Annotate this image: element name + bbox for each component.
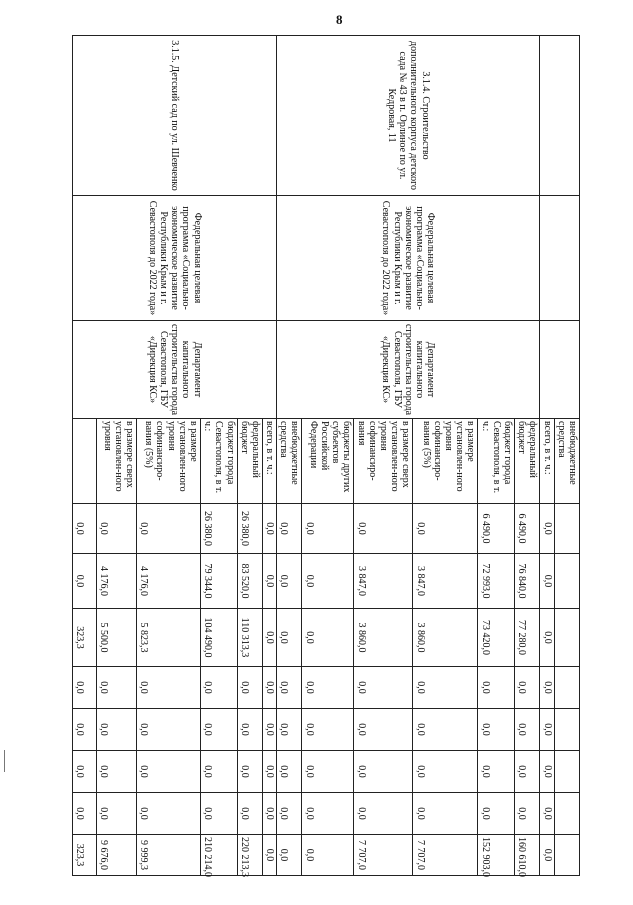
object-program-cell: Федеральная целевая программа «Социально-экономическое развитие Республики Крым и г. Севастополя до 2022 года» [277, 196, 540, 321]
funding-source-cell: бюджет города Севастополя, в т. ч.: [201, 419, 238, 504]
amount-cell: 9 676,0 [97, 835, 137, 876]
amount-cell: 323,3 [73, 835, 97, 876]
amount-cell: 0,0 [137, 504, 201, 554]
budget-table [72, 35, 580, 876]
funding-source-cell: всего, в т. ч.: [262, 419, 276, 504]
funding-source-cell: внебюджетные средства [554, 419, 579, 504]
amount-cell: 9 999,3 [137, 835, 201, 876]
amount-cell: 220 213,3 [237, 835, 262, 876]
amount-cell: 0,0 [540, 793, 554, 835]
amount-cell: 76 840,0 [515, 554, 540, 609]
amount-cell: 0,0 [262, 751, 276, 793]
amount-cell: 0,0 [302, 667, 354, 709]
amount-cell: 0,0 [201, 793, 238, 835]
amount-cell: 3 860,0 [413, 609, 478, 667]
amount-cell: 0,0 [201, 667, 238, 709]
object-name-cell: 3.1.4. Строительство дополнительного корпуса детского сада № 43 в п. Орлиное по ул. Кедровая, 11 [277, 36, 540, 196]
object-exec-cell [540, 321, 580, 419]
amount-cell: 5 500,0 [97, 609, 137, 667]
amount-cell: 152 903,0 [478, 835, 515, 876]
amount-cell: 0,0 [302, 835, 354, 876]
amount-cell [554, 667, 579, 709]
amount-cell: 0,0 [73, 751, 97, 793]
amount-cell: 0,0 [354, 504, 413, 554]
amount-cell: 72 993,0 [478, 554, 515, 609]
amount-cell: 0,0 [97, 667, 137, 709]
amount-cell: 0,0 [262, 709, 276, 751]
amount-cell: 0,0 [540, 504, 554, 554]
amount-cell [554, 751, 579, 793]
amount-cell: 7 707,0 [413, 835, 478, 876]
amount-cell: 0,0 [478, 667, 515, 709]
funding-source-cell: федеральный бюджет [237, 419, 262, 504]
object-program-cell: Федеральная целевая программа «Социально-экономическое развитие Республики Крым и г. Севастополя до 2022 года» [73, 196, 277, 321]
amount-cell: 0,0 [137, 709, 201, 751]
funding-source-cell [73, 419, 97, 504]
amount-cell: 0,0 [354, 793, 413, 835]
amount-cell: 0,0 [277, 709, 302, 751]
amount-cell: 0,0 [262, 504, 276, 554]
amount-cell: 0,0 [354, 709, 413, 751]
amount-cell: 0,0 [515, 667, 540, 709]
amount-cell: 0,0 [540, 835, 554, 876]
amount-cell: 7 707,0 [354, 835, 413, 876]
amount-cell: 4 176,0 [97, 554, 137, 609]
amount-cell: 0,0 [515, 793, 540, 835]
amount-cell: 0,0 [73, 709, 97, 751]
amount-cell: 0,0 [97, 709, 137, 751]
object-program-cell [540, 196, 580, 321]
amount-cell: 0,0 [73, 504, 97, 554]
object-exec-cell: Департамент капитального строительства города Севастополя, ГБУ «Дирекция КС» [277, 321, 540, 419]
amount-cell: 110 313,3 [237, 609, 262, 667]
amount-cell: 0,0 [478, 793, 515, 835]
funding-source-cell: в размере установлен-ного уровня софинансиро-вания (5%) [413, 419, 478, 504]
amount-cell: 73 420,0 [478, 609, 515, 667]
amount-cell: 0,0 [413, 793, 478, 835]
amount-cell: 0,0 [73, 554, 97, 609]
amount-cell: 160 610,0 [515, 835, 540, 876]
object-name-cell [540, 36, 580, 196]
amount-cell: 0,0 [73, 667, 97, 709]
amount-cell: 0,0 [413, 751, 478, 793]
amount-cell: 0,0 [277, 609, 302, 667]
amount-cell: 323,3 [73, 609, 97, 667]
amount-cell: 0,0 [302, 709, 354, 751]
funding-source-cell: в размере установлен-ного уровня софинансиро-вания (5%) [137, 419, 201, 504]
funding-source-cell: всего, в т. ч.: [540, 419, 554, 504]
amount-cell: 0,0 [237, 751, 262, 793]
funding-source-cell: внебюджетные средства [277, 419, 302, 504]
amount-cell: 0,0 [137, 667, 201, 709]
amount-cell: 0,0 [237, 793, 262, 835]
amount-cell: 0,0 [354, 751, 413, 793]
amount-cell [554, 709, 579, 751]
amount-cell: 0,0 [97, 751, 137, 793]
amount-cell [554, 835, 579, 876]
amount-cell: 0,0 [515, 709, 540, 751]
amount-cell: 0,0 [302, 609, 354, 667]
amount-cell: 0,0 [277, 504, 302, 554]
amount-cell: 0,0 [354, 667, 413, 709]
amount-cell [554, 609, 579, 667]
amount-cell: 3 860,0 [354, 609, 413, 667]
table-row [262, 36, 276, 876]
amount-cell: 0,0 [97, 793, 137, 835]
amount-cell: 0,0 [97, 504, 137, 554]
amount-cell: 0,0 [277, 793, 302, 835]
amount-cell: 3 847,0 [413, 554, 478, 609]
amount-cell: 210 214,0 [201, 835, 238, 876]
amount-cell: 0,0 [73, 793, 97, 835]
amount-cell: 0,0 [478, 751, 515, 793]
amount-cell: 26 380,0 [237, 504, 262, 554]
amount-cell: 0,0 [540, 751, 554, 793]
amount-cell [554, 793, 579, 835]
amount-cell [554, 504, 579, 554]
funding-source-cell: бюджеты других субъектов Российской Федерации [302, 419, 354, 504]
amount-cell: 0,0 [515, 751, 540, 793]
object-exec-cell: Департамент капитального строительства города Севастополя, ГБУ «Дирекция КС» [73, 321, 277, 419]
amount-cell: 6 490,0 [478, 504, 515, 554]
amount-cell: 0,0 [262, 793, 276, 835]
amount-cell: 0,0 [413, 667, 478, 709]
amount-cell: 0,0 [262, 667, 276, 709]
amount-cell: 0,0 [137, 793, 201, 835]
amount-cell: 0,0 [413, 504, 478, 554]
amount-cell: 5 823,3 [137, 609, 201, 667]
amount-cell: 0,0 [262, 835, 276, 876]
amount-cell: 0,0 [201, 709, 238, 751]
amount-cell [554, 554, 579, 609]
amount-cell: 0,0 [277, 554, 302, 609]
amount-cell: 0,0 [262, 609, 276, 667]
scan-margin-mark [4, 750, 5, 772]
table-row [515, 36, 540, 876]
amount-cell: 6 490,0 [515, 504, 540, 554]
amount-cell: 0,0 [277, 751, 302, 793]
amount-cell: 79 344,0 [201, 554, 238, 609]
amount-cell: 83 520,0 [237, 554, 262, 609]
funding-source-cell: в размере сверх установлен-ного уровня [97, 419, 137, 504]
amount-cell: 0,0 [413, 709, 478, 751]
amount-cell: 0,0 [540, 554, 554, 609]
funding-source-cell: в размере сверх установлен-ного уровня софинансиро-вания [354, 419, 413, 504]
amount-cell: 0,0 [540, 667, 554, 709]
amount-cell: 0,0 [277, 667, 302, 709]
amount-cell: 0,0 [478, 709, 515, 751]
amount-cell: 0,0 [262, 554, 276, 609]
amount-cell: 104 490,0 [201, 609, 238, 667]
object-name-cell: 3.1.5. Детский сад по ул. Шевченко [73, 36, 277, 196]
amount-cell: 0,0 [237, 667, 262, 709]
amount-cell: 0,0 [302, 504, 354, 554]
amount-cell: 0,0 [302, 793, 354, 835]
table-body [73, 36, 580, 876]
amount-cell: 26 380,0 [201, 504, 238, 554]
amount-cell: 0,0 [277, 835, 302, 876]
amount-cell: 4 176,0 [137, 554, 201, 609]
page-number: 8 [336, 12, 343, 27]
amount-cell: 0,0 [201, 751, 238, 793]
amount-cell: 0,0 [302, 751, 354, 793]
funding-source-cell: бюджет города Севастополя, в т. ч.: [478, 419, 515, 504]
amount-cell: 3 847,0 [354, 554, 413, 609]
funding-source-cell: федеральный бюджет [515, 419, 540, 504]
amount-cell: 0,0 [302, 554, 354, 609]
amount-cell: 0,0 [540, 609, 554, 667]
amount-cell: 0,0 [137, 751, 201, 793]
amount-cell: 0,0 [540, 709, 554, 751]
table-row [554, 36, 579, 876]
amount-cell: 77 280,0 [515, 609, 540, 667]
rotated-table-wrapper [74, 35, 580, 877]
amount-cell: 0,0 [237, 709, 262, 751]
